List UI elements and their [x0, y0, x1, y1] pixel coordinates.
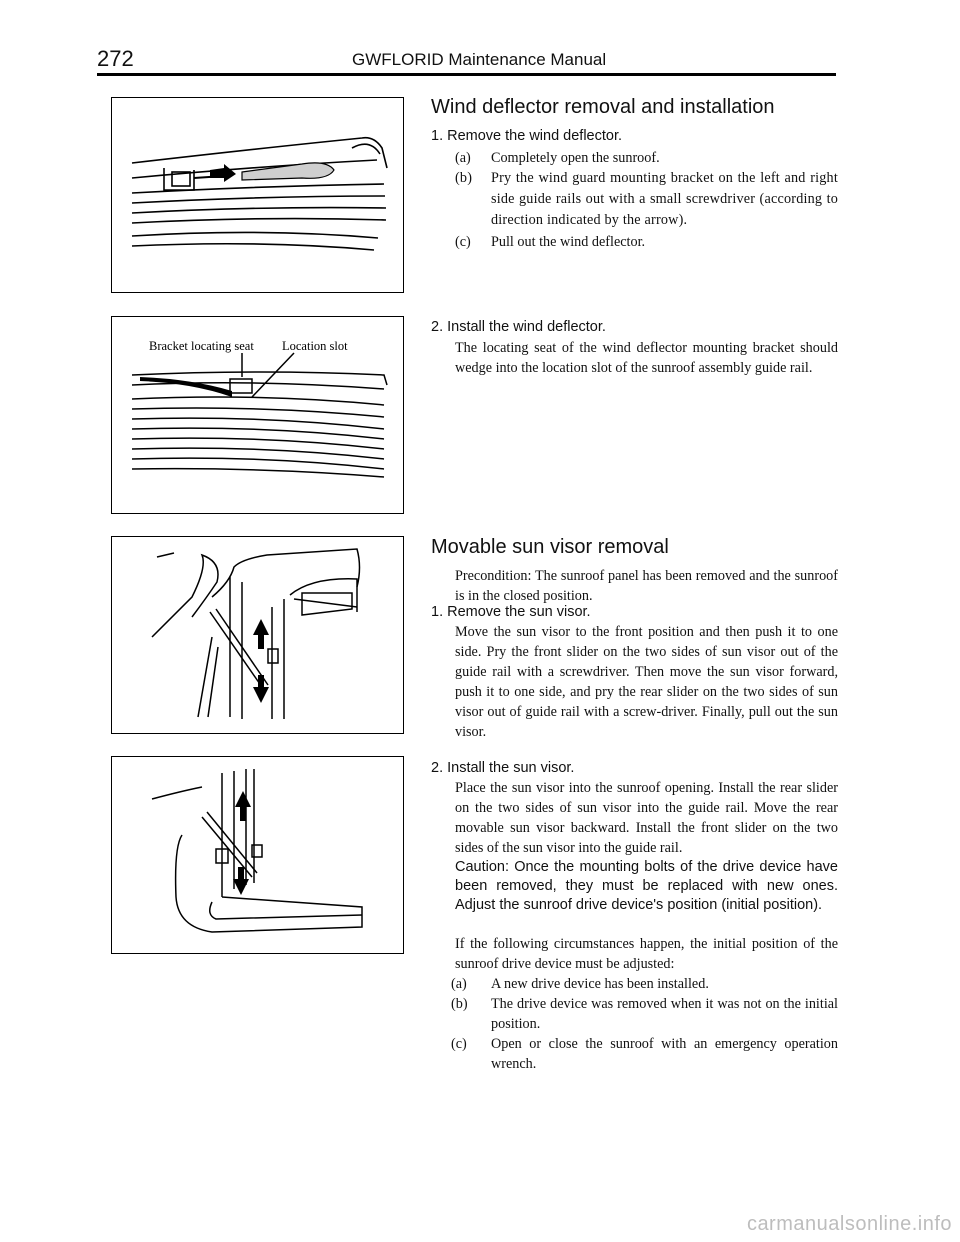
sun-visor-removal-illustration	[112, 537, 403, 733]
precondition-text: Precondition: The sunroof panel has been removed and the sunroof is in the closed position.	[455, 568, 838, 604]
step-install-wind-deflector: 2. Install the wind deflector.	[431, 319, 606, 335]
initial-position-intro: If the following circumstances happen, the initial position of the sunroof drive device must be adjusted:	[455, 936, 838, 972]
location-slot-label: Location slot	[282, 339, 348, 353]
step-remove-sun-visor: 1. Remove the sun visor.	[431, 604, 591, 620]
figure-sun-visor-removal	[111, 536, 404, 734]
install-sun-visor-text: Place the sun visor into the sunroof opening. Install the rear slider on the two sides of sun visor into the guide rail. Move the rear movable sun visor backward. Install the front slider on the two sides of the sun visor into the guide rail.	[455, 780, 838, 856]
list-item: (b) Pry the wind guard mounting bracket on the left and right side guide rails out with a small screwdriver (according to direction indicated by the arrow).	[455, 170, 838, 228]
step-remove-wind-deflector: 1. Remove the wind deflector.	[431, 128, 623, 144]
manual-title: GWFLORID Maintenance Manual	[352, 50, 607, 69]
figure-sun-visor-install	[111, 756, 404, 954]
wind-deflector-removal-illustration	[112, 98, 403, 292]
step-install-sun-visor: 2. Install the sun visor.	[431, 760, 575, 776]
list-item: (a) Completely open the sunroof.	[455, 150, 660, 166]
list-item: (c) Open or close the sunroof with an emergency operation wrench.	[451, 1036, 838, 1072]
list-item: (b) The drive device was removed when it was not on the initial position.	[451, 996, 838, 1032]
figure-wind-deflector-removal	[111, 97, 404, 293]
install-wind-deflector-text: The locating seat of the wind deflector mounting bracket should wedge into the location slot of the sunroof assembly guide rail.	[455, 340, 838, 376]
wind-deflector-install-illustration	[112, 317, 403, 513]
section-title-sun-visor: Movable sun visor removal	[431, 536, 669, 558]
list-item: (c) Pull out the wind deflector.	[455, 234, 646, 250]
caution-text: Caution: Once the mounting bolts of the drive device have been removed, they must be replaced with new ones. Adjust the sunroof drive device's position (initial position).	[455, 859, 838, 913]
bracket-locating-seat-label: Bracket locating seat	[149, 339, 254, 353]
section-title-wind-deflector: Wind deflector removal and installation	[431, 96, 775, 118]
list-item: (a) A new drive device has been installed.	[451, 976, 709, 992]
page-number: 272	[97, 46, 134, 71]
header-rule	[97, 73, 836, 76]
sun-visor-install-illustration	[112, 757, 403, 953]
watermark: carmanualsonline.info	[746, 1213, 952, 1235]
figure-wind-deflector-install	[111, 316, 404, 514]
remove-sun-visor-text: Move the sun visor to the front position and then push it to one side. Pry the front slider on the two sides of sun visor out of the guide rail with a screwdriver. Then move the sun visor forward, push it to one side, and pry the rear slider on the two sides of sun visor out of guide rail with a screw-driver. Finally, pull out the sun visor.	[455, 624, 838, 740]
